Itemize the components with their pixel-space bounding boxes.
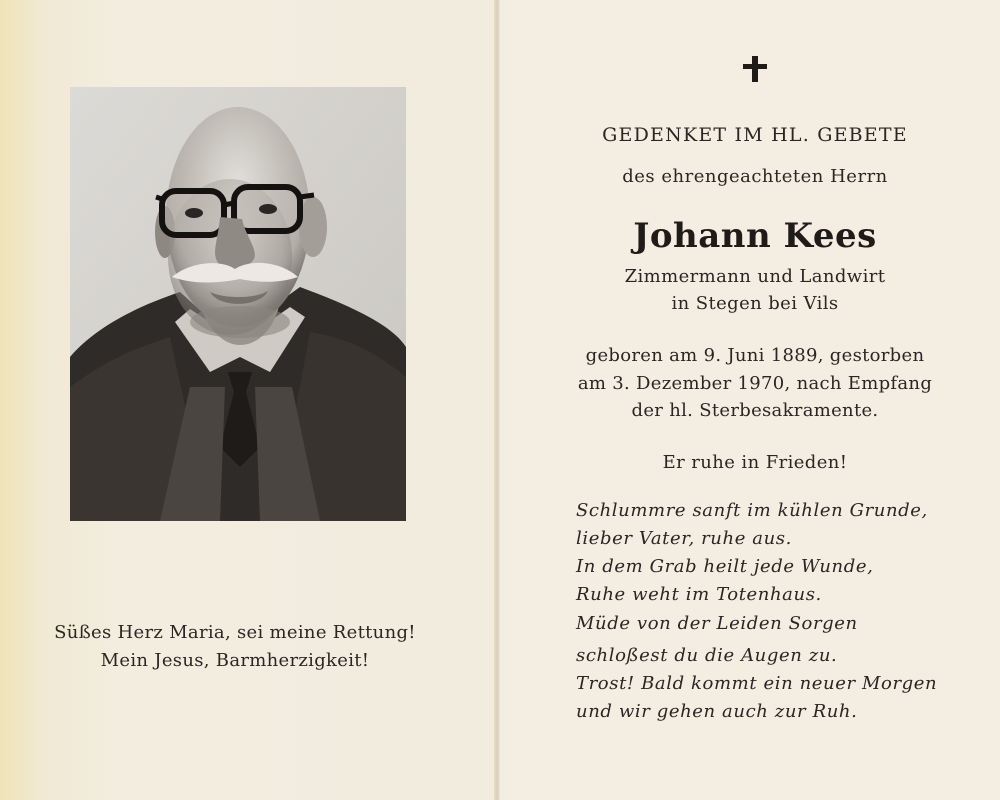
- poem-line-6: schloßest du die Augen zu.: [576, 645, 838, 666]
- bio-line-1: geboren am 9. Juni 1889, gestorben: [585, 345, 925, 366]
- occupation: Zimmermann und Landwirt: [624, 266, 886, 287]
- poem-line-8: und wir gehen auch zur Ruh.: [576, 701, 858, 722]
- portrait-illustration: [70, 87, 406, 521]
- deceased-name: Johann Kees: [633, 216, 877, 256]
- bio-line-2: am 3. Dezember 1970, nach Empfang: [577, 373, 933, 394]
- prayer-line-2: Mein Jesus, Barmherzigkeit!: [100, 650, 370, 671]
- poem-line-5: Müde von der Leiden Sorgen: [576, 613, 858, 634]
- memorial-subheading: des ehrengeachteten Herrn: [622, 166, 888, 187]
- poem-line-3: In dem Grab heilt jede Wunde,: [576, 556, 874, 577]
- bio-line-3: der hl. Sterbesakramente.: [631, 400, 879, 421]
- cross-icon: [741, 55, 769, 83]
- portrait-photo: [70, 87, 406, 521]
- memorial-heading: GEDENKET IM HL. GEBETE: [602, 124, 908, 146]
- rest-in-peace: Er ruhe in Frieden!: [662, 452, 848, 473]
- poem-line-1: Schlummre sanft im kühlen Grunde,: [576, 500, 928, 521]
- card-fold: [494, 0, 500, 800]
- poem-line-2: lieber Vater, ruhe aus.: [576, 528, 792, 549]
- place-of-residence: in Stegen bei Vils: [671, 293, 839, 314]
- prayer-line-1: Süßes Herz Maria, sei meine Rettung!: [54, 622, 416, 643]
- poem-line-4: Ruhe weht im Totenhaus.: [576, 584, 822, 605]
- poem-line-7: Trost! Bald kommt ein neuer Morgen: [576, 673, 938, 694]
